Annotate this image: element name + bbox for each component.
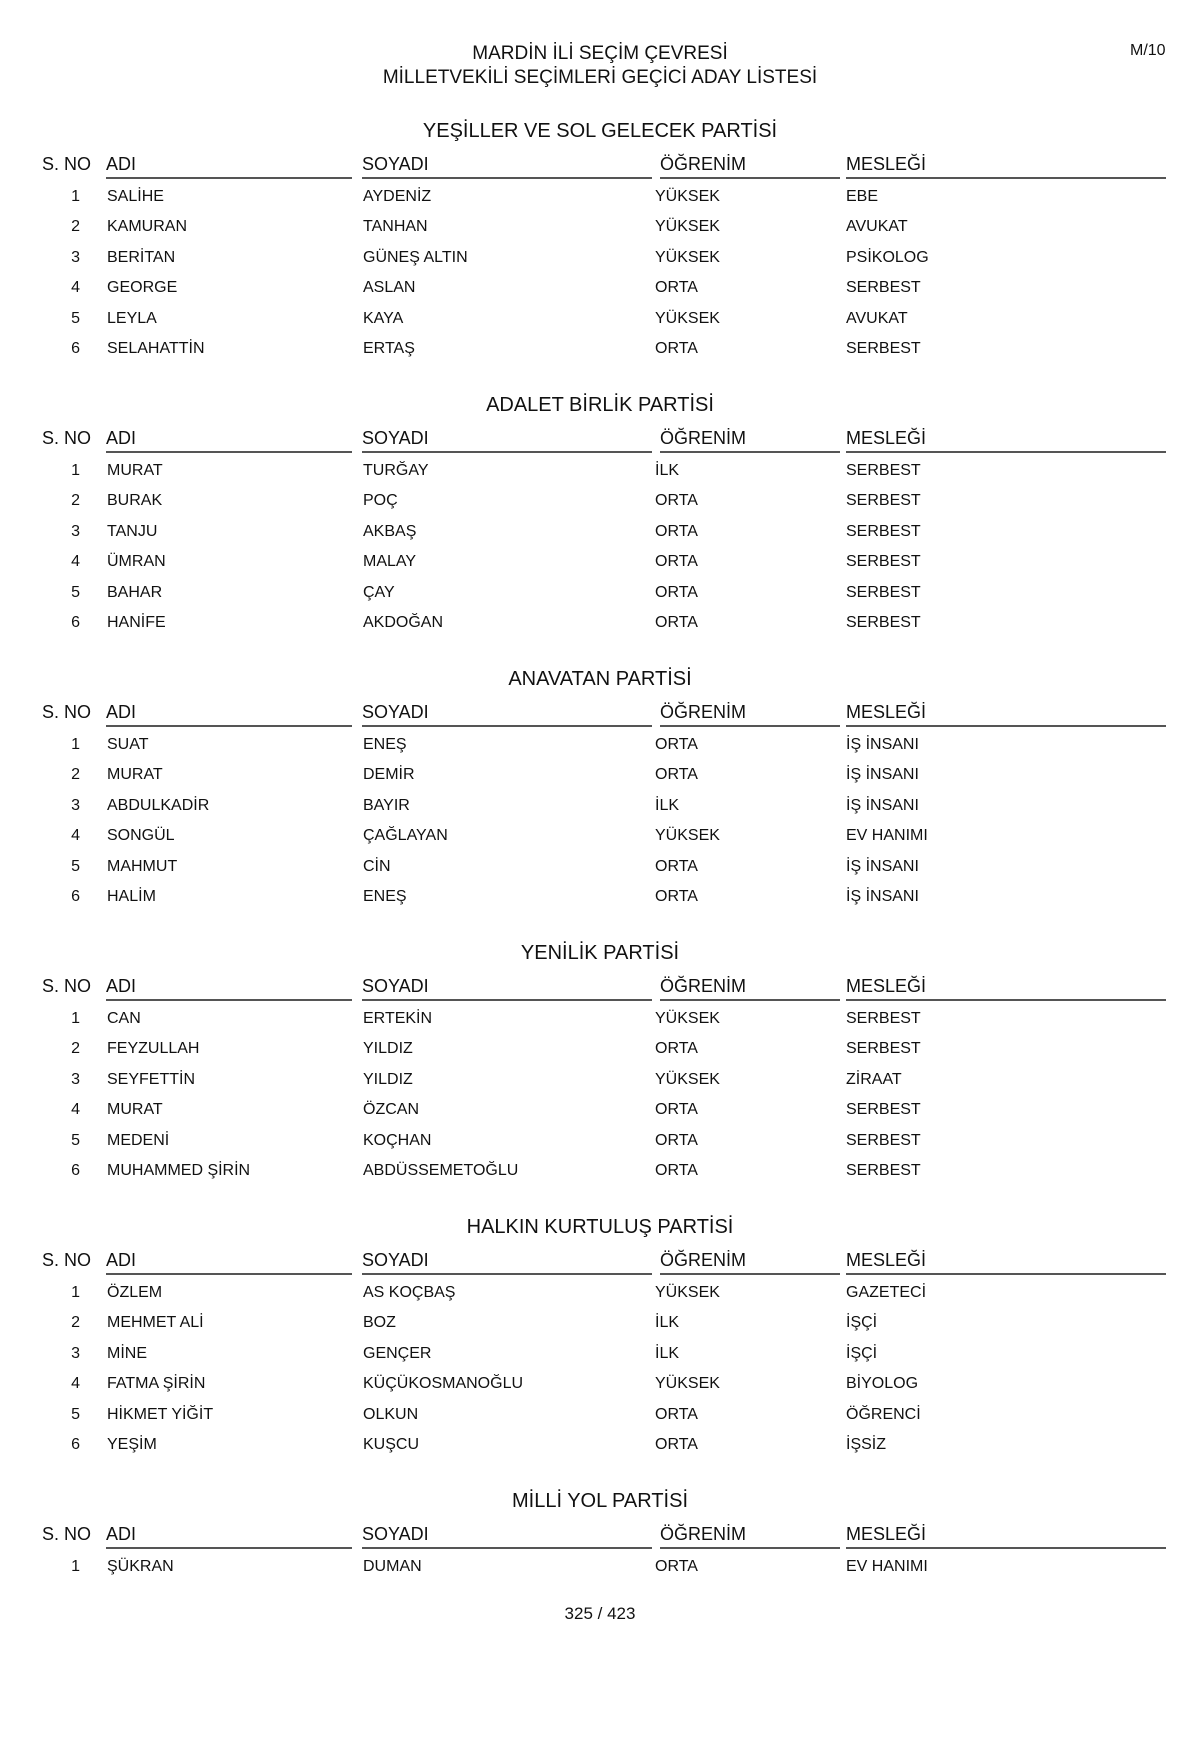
table-row: [40, 730, 1166, 760]
table-row: [40, 1034, 1166, 1064]
cell-education: YÜKSEK: [655, 248, 720, 266]
cell-name: SELAHATTİN: [107, 339, 205, 357]
cell-name: KAMURAN: [107, 218, 188, 236]
cell-occupation: İŞ İNSANI: [846, 736, 919, 753]
cell-surname: AKBAŞ: [363, 522, 417, 540]
cell-no: 4: [71, 553, 80, 571]
cell-occupation: AVUKAT: [846, 218, 908, 236]
cell-surname: ÇAĞLAYAN: [363, 827, 448, 845]
cell-name: CAN: [107, 1010, 141, 1027]
cell-name: ÜMRAN: [107, 553, 166, 571]
party-section: [0, 392, 1200, 666]
cell-no: 2: [71, 1314, 80, 1332]
party-title: ANAVATAN PARTİSİ: [508, 668, 692, 690]
table-row: [40, 821, 1166, 851]
cell-name: BAHAR: [107, 583, 163, 601]
column-header-ogrenim: ÖĞRENİM: [660, 1248, 840, 1275]
cell-name: FEYZULLAH: [107, 1040, 200, 1058]
table-header: [40, 1522, 1166, 1548]
cell-no: 1: [71, 188, 80, 205]
cell-education: İLK: [655, 1344, 680, 1362]
cell-surname: CİN: [363, 857, 391, 875]
cell-education: YÜKSEK: [655, 188, 720, 205]
cell-name: MURAT: [107, 462, 163, 479]
cell-name: MURAT: [107, 766, 163, 784]
cell-education: ORTA: [655, 492, 698, 510]
column-header-meslek: MESLEĞİ: [846, 974, 1166, 1001]
table-header: [40, 426, 1166, 452]
party-section: [0, 1214, 1200, 1488]
cell-name: FATMA ŞİRİN: [107, 1375, 206, 1393]
cell-surname: KUŞCU: [363, 1435, 420, 1453]
cell-name: BERİTAN: [107, 248, 176, 266]
cell-surname: ENEŞ: [363, 736, 407, 753]
cell-no: 1: [71, 1284, 80, 1301]
party-section: [0, 1488, 1200, 1762]
cell-no: 1: [71, 1558, 80, 1575]
party-title: YENİLİK PARTİSİ: [520, 942, 680, 964]
header-line-2: MİLLETVEKİLİ SEÇİMLERİ GEÇİCİ ADAY LİSTESİ: [382, 67, 818, 88]
table-row: [40, 1126, 1166, 1156]
cell-no: 4: [71, 1101, 80, 1119]
column-header-meslek: MESLEĞİ: [846, 1248, 1166, 1275]
party-title: HALKIN KURTULUŞ PARTİSİ: [466, 1216, 734, 1238]
cell-no: 3: [71, 1070, 80, 1088]
party-section: [0, 666, 1200, 940]
table-row: [40, 1278, 1166, 1308]
cell-no: 2: [71, 218, 80, 236]
cell-name: BURAK: [107, 492, 163, 510]
cell-occupation: SERBEST: [846, 1040, 921, 1058]
table-row: [40, 547, 1166, 577]
column-header-no: S. NO: [42, 154, 92, 174]
cell-no: 2: [71, 492, 80, 510]
cell-name: TANJU: [107, 522, 158, 540]
table-row: [40, 760, 1166, 790]
table-row: [40, 1339, 1166, 1369]
cell-occupation: GAZETECİ: [846, 1284, 927, 1301]
cell-education: ORTA: [655, 1435, 698, 1453]
cell-surname: GENÇER: [363, 1344, 432, 1362]
cell-no: 5: [71, 583, 80, 601]
cell-education: ORTA: [655, 766, 698, 784]
cell-education: İLK: [655, 796, 680, 814]
cell-education: YÜKSEK: [655, 1375, 720, 1393]
column-header-no: S. NO: [42, 976, 92, 996]
table-row: [40, 791, 1166, 821]
cell-occupation: İŞ İNSANI: [846, 766, 919, 784]
cell-name: SONGÜL: [107, 827, 175, 845]
candidate-table: [40, 426, 1166, 638]
table-row: [40, 1308, 1166, 1338]
cell-surname: ÇAY: [363, 583, 395, 601]
table-row: [40, 212, 1166, 242]
candidate-table: [40, 1248, 1166, 1460]
cell-name: GEORGE: [107, 279, 178, 297]
column-header-ogrenim: ÖĞRENİM: [660, 1522, 840, 1549]
cell-education: ORTA: [655, 279, 698, 297]
cell-surname: POÇ: [363, 492, 398, 510]
cell-occupation: SERBEST: [846, 522, 921, 540]
cell-surname: AYDENİZ: [363, 188, 432, 205]
table-row: [40, 273, 1166, 303]
cell-occupation: SERBEST: [846, 279, 921, 297]
cell-name: MAHMUT: [107, 857, 178, 875]
page-code: M/10: [1130, 42, 1166, 59]
table-header: [40, 974, 1166, 1000]
candidate-table: [40, 974, 1166, 1186]
cell-surname: DEMİR: [363, 766, 415, 784]
column-header-ogrenim: ÖĞRENİM: [660, 426, 840, 453]
cell-occupation: EV HANIMI: [846, 827, 928, 845]
column-header-ogrenim: ÖĞRENİM: [660, 974, 840, 1001]
table-row: [40, 517, 1166, 547]
table-row: [40, 1156, 1166, 1186]
table-row: [40, 1095, 1166, 1125]
cell-surname: TANHAN: [363, 218, 428, 236]
table-row: [40, 243, 1166, 273]
table-header: [40, 152, 1166, 178]
column-header-ogrenim: ÖĞRENİM: [660, 700, 840, 727]
cell-no: 3: [71, 248, 80, 266]
cell-surname: ABDÜSSEMETOĞLU: [363, 1161, 519, 1179]
cell-surname: ERTEKİN: [363, 1010, 433, 1027]
cell-name: SALİHE: [107, 188, 164, 205]
cell-no: 3: [71, 522, 80, 540]
table-row: [40, 456, 1166, 486]
cell-name: ÖZLEM: [107, 1284, 163, 1301]
cell-education: ORTA: [655, 613, 698, 631]
cell-no: 6: [71, 1161, 80, 1179]
cell-occupation: SERBEST: [846, 613, 921, 631]
column-header-meslek: MESLEĞİ: [846, 152, 1166, 179]
table-row: [40, 304, 1166, 334]
column-header-soyadi: SOYADI: [362, 700, 652, 727]
candidate-table: [40, 152, 1166, 364]
cell-no: 3: [71, 1344, 80, 1362]
cell-occupation: SERBEST: [846, 553, 921, 571]
cell-education: ORTA: [655, 339, 698, 357]
cell-no: 2: [71, 766, 80, 784]
cell-occupation: PSİKOLOG: [846, 248, 929, 266]
cell-education: İLK: [655, 462, 680, 479]
table-row: [40, 882, 1166, 912]
cell-occupation: İŞ İNSANI: [846, 796, 919, 814]
party-section: [0, 940, 1200, 1214]
cell-no: 2: [71, 1040, 80, 1058]
column-header-no: S. NO: [42, 1524, 92, 1544]
cell-occupation: SERBEST: [846, 492, 921, 510]
column-header-soyadi: SOYADI: [362, 426, 652, 453]
cell-no: 1: [71, 462, 80, 479]
cell-surname: GÜNEŞ ALTIN: [363, 248, 468, 266]
cell-occupation: İŞÇİ: [846, 1314, 878, 1332]
cell-occupation: ZİRAAT: [846, 1070, 902, 1088]
candidate-table: [40, 1522, 1166, 1582]
cell-no: 6: [71, 1435, 80, 1453]
document-header: [0, 42, 1200, 90]
cell-education: ORTA: [655, 857, 698, 875]
cell-education: ORTA: [655, 1558, 698, 1575]
cell-name: HALİM: [107, 887, 156, 905]
cell-occupation: BİYOLOG: [846, 1375, 919, 1393]
cell-no: 1: [71, 1010, 80, 1027]
cell-name: MİNE: [107, 1344, 147, 1362]
cell-name: ABDULKADİR: [107, 796, 210, 814]
cell-no: 1: [71, 736, 80, 753]
cell-surname: ASLAN: [363, 279, 416, 297]
column-header-soyadi: SOYADI: [362, 1248, 652, 1275]
cell-no: 5: [71, 1405, 80, 1423]
cell-name: MEDENİ: [107, 1131, 170, 1149]
party-section: [0, 118, 1200, 392]
column-header-meslek: MESLEĞİ: [846, 426, 1166, 453]
cell-education: İLK: [655, 1314, 680, 1332]
cell-surname: AKDOĞAN: [363, 613, 444, 631]
column-header-adi: ADI: [106, 700, 352, 727]
cell-name: YEŞİM: [107, 1435, 157, 1453]
cell-surname: ENEŞ: [363, 887, 407, 905]
page-number: 325 / 423: [564, 1604, 636, 1623]
cell-no: 6: [71, 887, 80, 905]
cell-occupation: İŞÇİ: [846, 1344, 878, 1362]
party-sections: [0, 118, 1200, 1762]
column-header-adi: ADI: [106, 974, 352, 1001]
cell-occupation: İŞ İNSANI: [846, 887, 919, 905]
column-header-meslek: MESLEĞİ: [846, 1522, 1166, 1549]
cell-no: 5: [71, 1131, 80, 1149]
cell-occupation: SERBEST: [846, 1010, 921, 1027]
cell-surname: KOÇHAN: [363, 1131, 432, 1149]
table-row: [40, 852, 1166, 882]
cell-occupation: İŞ İNSANI: [846, 857, 919, 875]
cell-name: MURAT: [107, 1101, 163, 1119]
column-header-soyadi: SOYADI: [362, 1522, 652, 1549]
cell-education: YÜKSEK: [655, 218, 720, 236]
cell-surname: KÜÇÜKOSMANOĞLU: [363, 1375, 524, 1393]
candidate-table: [40, 700, 1166, 912]
cell-occupation: SERBEST: [846, 1161, 921, 1179]
cell-no: 6: [71, 613, 80, 631]
cell-education: YÜKSEK: [655, 1284, 720, 1301]
table-row: [40, 1004, 1166, 1034]
table-header: [40, 700, 1166, 726]
cell-surname: BOZ: [363, 1314, 396, 1332]
cell-education: ORTA: [655, 887, 698, 905]
party-title: MİLLİ YOL PARTİSİ: [512, 1490, 688, 1512]
cell-occupation: EBE: [846, 188, 879, 205]
cell-no: 4: [71, 1375, 80, 1393]
cell-name: ŞÜKRAN: [107, 1558, 174, 1575]
cell-name: LEYLA: [107, 309, 157, 327]
cell-no: 4: [71, 827, 80, 845]
cell-name: SUAT: [107, 736, 149, 753]
cell-education: ORTA: [655, 736, 698, 753]
cell-surname: YILDIZ: [363, 1070, 413, 1088]
table-row: [40, 1400, 1166, 1430]
cell-education: ORTA: [655, 553, 698, 571]
party-title: ADALET BİRLİK PARTİSİ: [486, 394, 714, 416]
table-row: [40, 1065, 1166, 1095]
table-row: [40, 608, 1166, 638]
cell-surname: DUMAN: [363, 1558, 422, 1575]
cell-occupation: SERBEST: [846, 462, 921, 479]
cell-surname: ÖZCAN: [363, 1101, 419, 1119]
column-header-ogrenim: ÖĞRENİM: [660, 152, 840, 179]
header-line-1: MARDİN İLİ SEÇİM ÇEVRESİ: [472, 43, 728, 64]
cell-surname: BAYIR: [363, 796, 410, 814]
cell-surname: ERTAŞ: [363, 339, 415, 357]
column-header-no: S. NO: [42, 702, 92, 722]
cell-no: 3: [71, 796, 80, 814]
cell-no: 6: [71, 339, 80, 357]
column-header-adi: ADI: [106, 426, 352, 453]
cell-occupation: ÖĞRENCİ: [846, 1405, 921, 1423]
cell-surname: YILDIZ: [363, 1040, 413, 1058]
cell-no: 5: [71, 857, 80, 875]
cell-education: YÜKSEK: [655, 309, 720, 327]
cell-education: ORTA: [655, 1131, 698, 1149]
cell-surname: MALAY: [363, 553, 417, 571]
column-header-no: S. NO: [42, 428, 92, 448]
cell-occupation: SERBEST: [846, 339, 921, 357]
cell-name: MEHMET ALİ: [107, 1314, 204, 1332]
cell-name: SEYFETTİN: [107, 1070, 196, 1088]
cell-name: HİKMET YİĞİT: [107, 1405, 214, 1423]
column-header-soyadi: SOYADI: [362, 152, 652, 179]
table-row: [40, 334, 1166, 364]
cell-occupation: AVUKAT: [846, 309, 908, 327]
table-row: [40, 1430, 1166, 1460]
cell-surname: KAYA: [363, 309, 404, 327]
table-row: [40, 182, 1166, 212]
cell-no: 5: [71, 309, 80, 327]
cell-education: ORTA: [655, 1101, 698, 1119]
column-header-soyadi: SOYADI: [362, 974, 652, 1001]
table-row: [40, 1369, 1166, 1399]
cell-education: YÜKSEK: [655, 827, 720, 845]
cell-occupation: SERBEST: [846, 1131, 921, 1149]
cell-surname: TURĞAY: [363, 462, 429, 479]
column-header-adi: ADI: [106, 1522, 352, 1549]
column-header-adi: ADI: [106, 1248, 352, 1275]
cell-education: YÜKSEK: [655, 1010, 720, 1027]
cell-surname: OLKUN: [363, 1405, 419, 1423]
table-row: [40, 486, 1166, 516]
cell-education: ORTA: [655, 522, 698, 540]
table-row: [40, 1552, 1166, 1582]
cell-education: ORTA: [655, 1040, 698, 1058]
cell-education: ORTA: [655, 583, 698, 601]
cell-education: YÜKSEK: [655, 1070, 720, 1088]
cell-education: ORTA: [655, 1405, 698, 1423]
cell-surname: AS KOÇBAŞ: [363, 1284, 456, 1301]
cell-occupation: EV HANIMI: [846, 1558, 928, 1575]
cell-name: HANİFE: [107, 613, 166, 631]
table-row: [40, 578, 1166, 608]
table-header: [40, 1248, 1166, 1274]
cell-name: MUHAMMED ŞİRİN: [107, 1161, 251, 1179]
cell-occupation: SERBEST: [846, 583, 921, 601]
cell-occupation: İŞSİZ: [846, 1435, 887, 1453]
column-header-meslek: MESLEĞİ: [846, 700, 1166, 727]
column-header-adi: ADI: [106, 152, 352, 179]
cell-education: ORTA: [655, 1161, 698, 1179]
cell-no: 4: [71, 279, 80, 297]
cell-occupation: SERBEST: [846, 1101, 921, 1119]
party-title: YEŞİLLER VE SOL GELECEK PARTİSİ: [422, 120, 778, 142]
column-header-no: S. NO: [42, 1250, 92, 1270]
